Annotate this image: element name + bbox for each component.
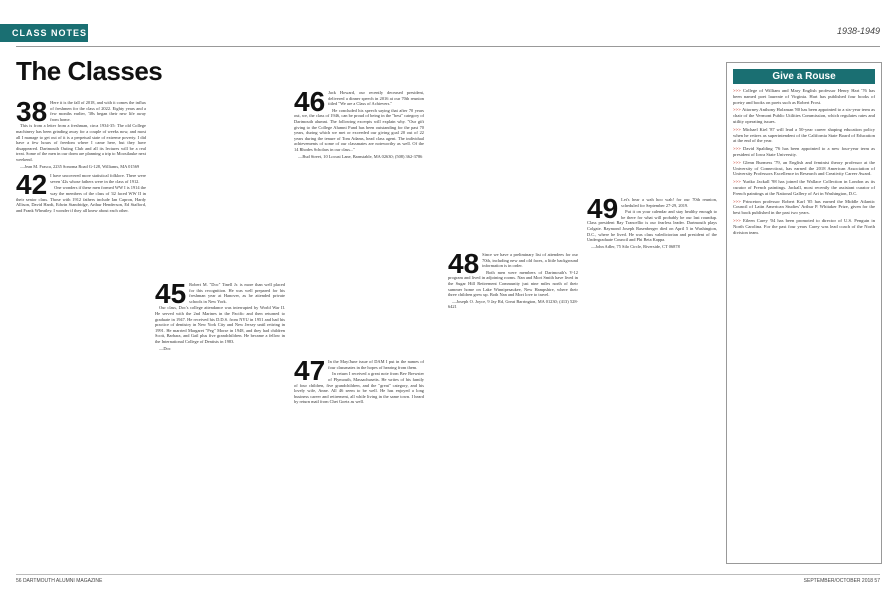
class-number: 48 (448, 248, 480, 279)
sidebar-item (733, 88, 875, 105)
class-entry-46 (294, 86, 424, 159)
entry-body: Our class, Doc's college attendance was interrupted by World War II. He served with the 2nd Marines in the Pacific and then returned to graduate in 1947. He received his D.D.S. from NYU in 1951 and had his practice of dentistry in New York City and New Jersey until retiring in 1991. He married Margaret "Peg" Morse in 1948, and they had children Scott, Barbara, and Gail plus five grandchildren. He became a fellow in the International College of Dentists in 1983. (155, 305, 285, 344)
sidebar-body (727, 84, 881, 241)
entry-lead: Since we have a preliminary list of attendees for our 70th, including new and old faces, a little background information is in order. (482, 252, 578, 269)
give-a-rouse-sidebar (726, 62, 882, 564)
class-number: 42 (16, 169, 48, 201)
sidebar-item-text: Eileen Carey '04 has been promoted to director of U.S. Penguin in North Carolina. For the past four years Carey was lead coach of the North division team. (733, 217, 875, 235)
entry-lead: I have uncovered more statistical folklore. There were seven '42s whose fathers were in the class of 1912. (50, 173, 146, 184)
entry-body: Put it on your calendar and stay healthy enough to be there for what will probably be our last roundup. Class president Ray Trancellio is our fearless leader. Dartmouth plays Colgate. Raymond Joseph Rasenberger died on April 5 in Washington, D.C., where he lived. He was class valedictorian and president of the Undergraduate Council and Phi Beta Kappa. (587, 209, 717, 243)
page-footer (16, 574, 880, 584)
entry-body: He concluded his speech saying that after 70 years out, we, the class of 1946, can be proud of being in the "best" category of Dartmouth alumni. The following excerpts will explain why. "Our gift giving to the College Alumni Fund has been outstanding for the past 70 years, during which we met or exceeded our giving goal 20 out of 22 years during the tenure of Tom Adams, head class agent. The individual achievements of some of our classmates are noteworthy as well. Of the 14 Rhodes Scholars in our class..." (294, 107, 424, 152)
sidebar-item-text: Attorney Anthony Holzman '80 has been appointed to a six-year term as chair of the Vermont Public Utilities Commission, which regulates rates and utility operating issues. (733, 107, 875, 124)
arrow-icon: >>> (733, 198, 744, 204)
entry-lead: In the May/June issue of DAM I put in the names of four classmates in the hopes of hearing from them. (328, 359, 424, 370)
entry-lead: Let's hear a wah hoo wah! for our 70th reunion, scheduled for September 27-29, 2019. (621, 197, 717, 208)
entry-body: This is from a letter from a freshman, circa 1934-35: The old College machinery has been grinding away for a couple of weeks now, and most all I manage to get out of it is a perpetual state of extreme poverty. I did have a few hours of freedom where I came here, but they have disappeared. Dartmouth Outing Club and all its lectures will be a real treat. Some of the men in our dorm are planning a trip to Moosilauke next weekend. (16, 123, 146, 162)
entry-signature: —Bud Street, 10 Locust Lane, Barnstable, MA 02630; (508) 362-3786 (298, 153, 423, 159)
column-5 (587, 62, 717, 250)
sidebar-item-text: Yuriko Jackall '98 has joined the Wallace Collection in London as its curator of French paintings. Jackall, most recently the assistant curator of French paintings at the National Gallery of Art in Washington, D.C. (733, 179, 875, 196)
arrow-icon: >>> (733, 179, 743, 185)
entry-lead: Here it is the fall of 2018, and with it comes the influx of freshmen for the class of 2022. Eighty years and a few months earlier, '38s began their new life away from home. (50, 100, 146, 122)
column-4 (448, 62, 578, 311)
arrow-icon: >>> (733, 107, 743, 113)
column-1 (16, 96, 146, 214)
class-number: 49 (587, 193, 619, 224)
arrow-icon: >>> (733, 126, 743, 132)
class-entry-42 (16, 169, 146, 213)
entry-signature: —Joseph O. Joyce, 9 Jay Rd, Great Barrington, MA 01230; (413) 528-6421 (448, 298, 578, 310)
sidebar-item (733, 160, 875, 177)
sidebar-item (733, 179, 875, 196)
class-number: 46 (294, 86, 326, 117)
footer-left: 56 DARTMOUTH ALUMNI MAGAZINE (16, 578, 103, 584)
page-title: The Classes (16, 56, 163, 86)
column-3 (294, 62, 424, 406)
arrow-icon: >>> (733, 217, 743, 223)
arrow-icon: >>> (733, 159, 743, 165)
class-entry-45 (155, 278, 285, 351)
entry-signature: —Doc (159, 345, 171, 351)
entry-body: Both men were members of Dartmouth's V-12 program and lived in adjoining rooms. Nan and Mort Smith have lived in the Sugar Hill Retirement Community just nine miles north of their summer home on Lake Winnipesaukee, New Hampshire, where their three children grew up. Both Nan and Mort love to travel. (448, 269, 578, 298)
class-entry-47 (294, 355, 424, 405)
class-number: 38 (16, 96, 48, 127)
entry-body: In return I received a great note from Bev Brewster of Plymouth, Massachusetts. He writes of his family of four children, five grandchildren, and the "great" category, and his lovely wife, Anne. All 46 seem to be well. He has enjoyed a long business career and retirement, all while living in the same town. I heard by return mail from Chet Goetz as well. (294, 371, 424, 405)
arrow-icon: >>> (733, 146, 743, 152)
sidebar-item-text: College of William and Mary English professor Henry Hart '76 has been named poet laureate of Virginia. Hart has published four books of poetry and books on poets such as Robert Frost. (733, 88, 875, 105)
sidebar-title: Give a Rouse (733, 69, 875, 84)
sidebar-item (733, 127, 875, 144)
class-entry-49 (587, 193, 717, 249)
sidebar-item (733, 218, 875, 235)
sidebar-item (733, 146, 875, 158)
section-tag: CLASS NOTES (0, 24, 88, 42)
entry-signature: —John Adler, 75 Silo Circle, Riverside, CT 06878 (591, 243, 680, 249)
sidebar-item (733, 107, 875, 124)
sidebar-item-text: Glenn Burmess '79, an English and feminist theory professor at the University of Connecticut, has earned the 2018 American Association of University Professors Excellence in Research and Creativity Career Award. (733, 159, 875, 177)
footer-right: SEPTEMBER/OCTOBER 2018 57 (803, 578, 880, 584)
entry-body: One wonders if these men formed WW I is 1914 the way the members of the class of '42 faced WW II in their senior class. Those with 1912 fathers include Ian Capron, Hardy Allison, David Hardt, Edwin Standridge, Arthur Henderson, Ed Stafford, and Frank Wheatley. I wonder if they all knew about each other. (16, 185, 146, 213)
entry-signature: —Jean M. Frasca, 2235 Sonoma Road G-128, Williams, MA 01569 (20, 163, 140, 169)
years-range: 1938-1949 (836, 26, 880, 36)
sidebar-item (733, 199, 875, 216)
entry-lead: Robert M. "Doc" Tinell Jr. is more than well placed for this recognition. He was well prepared for his freshman year at Hanover, as he attended private schools in New York. (189, 282, 285, 304)
class-entry-38 (16, 96, 146, 169)
entry-lead: Jack Howard, our recently deceased president, delivered a dinner speech in 2016 at our 70th reunion titled "We are a Class of Achievers." (328, 90, 424, 107)
sidebar-item-text: Princeton professor Robert Karl '05 has earned the Middle Atlantic Council of Latin American Studies' Arthur P. Whitaker Prize, given for the best book published in the past two years. (733, 198, 875, 216)
class-number: 47 (294, 355, 326, 387)
top-divider (16, 46, 880, 47)
class-number: 45 (155, 278, 187, 309)
class-entry-48 (448, 248, 578, 310)
column-2 (155, 62, 285, 352)
arrow-icon: >>> (733, 88, 743, 93)
sidebar-item-text: Michael Kiel '87 will lead a 50-year career shaping education policy when he retires as superintendent of the California State Board of Education at the end of the year. (733, 126, 875, 144)
sidebar-item-text: David Spalding '76 has been appointed to a new four-year term as president of Iowa State University. (733, 146, 875, 157)
